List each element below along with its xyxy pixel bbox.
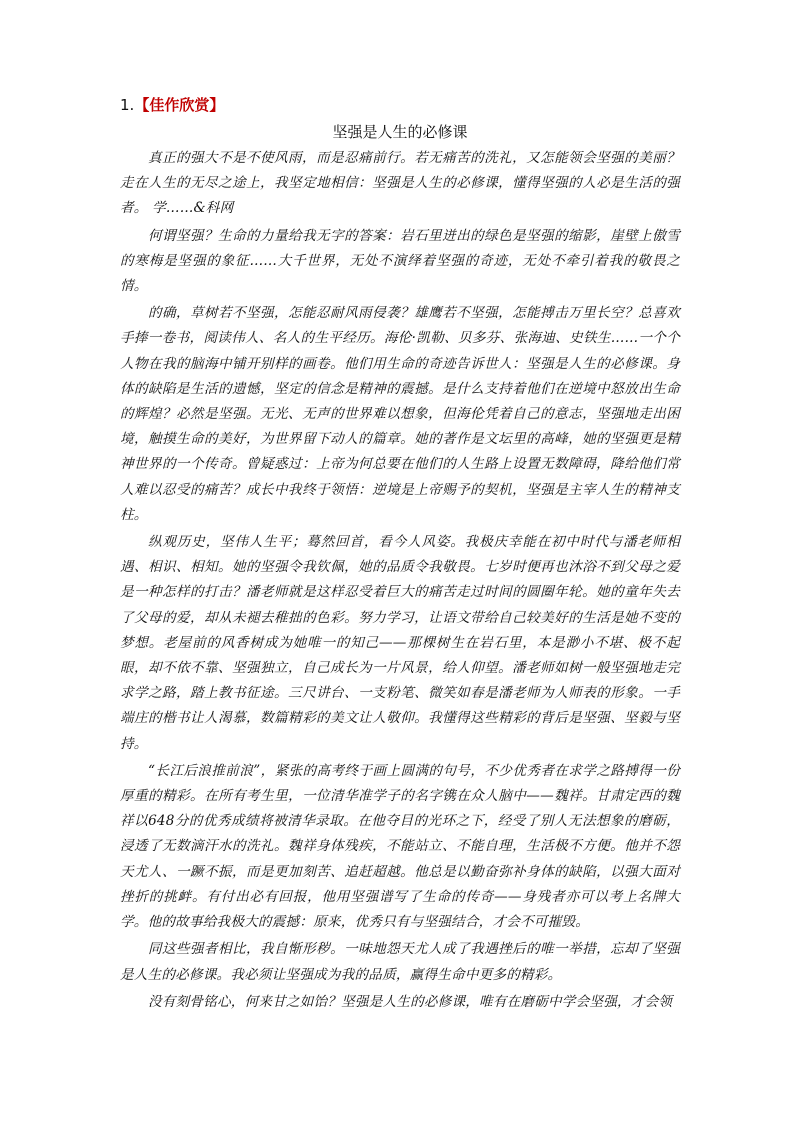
essay-paragraph: “长江后浪推前浪”，紧张的高考终于画上圆满的句号，不少优秀者在求学之路搏得一份厚重的精彩。在所有考生里，一位清华准学子的名字镌在众人脑中——魏祥。甘肃定西的魏祥以648分的优秀成绩将被清华录取。在他夺目的光环之下，经受了别人无法想象的磨砺，浸透了无数滴汗水的洗礼。魏祥身体残疾，不能站立、不能自理，生活极不方便。他并不怨天尤人、一蹶不振，而是更加刻苦、追赶超越。他总是以勤奋弥补身体的缺陷，以强大面对挫折的挑衅。有付出必有回报，他用坚强谱写了生命的传奇——身残者亦可以考上名牌大学。他的故事给我极大的震撼：原来，优秀只有与坚强结合，才会不可摧毁。 (120, 762, 680, 931)
essay-body (120, 146, 680, 1015)
essay-paragraph: 同这些强者相比，我自惭形秽。一味地怨天尤人成了我遇挫后的唯一举措，忘却了坚强是人生的必修课。我必须让坚强成为我的品质，赢得生命中更多的精彩。 (120, 941, 680, 983)
essay-paragraph: 纵观历史，坚伟人生平；蓦然回首，看今人风姿。我极庆幸能在初中时代与潘老师相遇、相识、相知。她的坚强令我钦佩，她的品质令我敬畏。七岁时便再也沐浴不到父母之爱是一种怎样的打击？潘老师就是这样忍受着巨大的痛苦走过时间的圆圈年轮。她的童年失去了父母的爱，却从未褪去稚拙的色彩。努力学习，让语文带给自己较美好的生活是她不变的梦想。老屋前的风香树成为她唯一的知己——那棵树生在岩石里，本是渺小不堪、极不起眼，却不依不靠、坚强独立，自己成长为一片风景，给人仰望。潘老师如树一般坚强地走完求学之路，踏上教书征途。三尺讲台、一支粉笔、微笑如春是潘老师为人师表的形象。一手端庄的楷书让人渴慕，数篇精彩的美文让人敬仰。我懂得这些精彩的背后是坚强、坚毅与坚持。 (120, 534, 680, 752)
document-content (120, 94, 680, 1015)
essay-paragraph: 的确，草树若不坚强，怎能忍耐风雨侵袭？雄鹰若不坚强，怎能搏击万里长空？总喜欢手捧一卷书，阅读伟人、名人的生平经历。海伦·凯勒、贝多芬、张海迪、史铁生……一个个人物在我的脑海中铺开别样的画卷。他们用生命的奇迹告诉世人：坚强是人生的必修课。身体的缺陷是生活的遗憾，坚定的信念是精神的震撼。是什么支持着他们在逆境中怒放出生命的辉煌？必然是坚强。无光、无声的世界难以想象，但海伦凭着自己的意志，坚强地走出困境，触摸生命的美好，为世界留下动人的篇章。她的著作是文坛里的高峰，她的坚强更是精神世界的一个传奇。曾疑惑过：上帝为何总要在他们的人生路上设置无数障碍，降给他们常人难以忍受的痛苦？成长中我终于领悟：逆境是上帝赐予的契机，坚强是主宰人生的精神支柱。 (120, 305, 680, 523)
essay-paragraph: 真正的强大不是不使风雨，而是忍痛前行。若无痛苦的洗礼，又怎能领会坚强的美丽？走在人生的无尽之途上，我坚定地相信：坚强是人生的必修课，懂得坚强的人必是生活的强者。 学……&科网 (120, 150, 680, 217)
essay-paragraph: 何谓坚强？生命的力量给我无字的答案：岩石里迸出的绿色是坚强的缩影，崖壁上傲雪的寒梅是坚强的象征……大千世界，无处不演绎着坚强的奇迹，无处不牵引着我的敬畏之情。 (120, 227, 680, 295)
essay-paragraph: 没有刻骨铭心，何来甘之如饴？坚强是人生的必修课，唯有在磨砺中学会坚强，才会领 (148, 993, 673, 1010)
question-tag: 【佳作欣赏】 (134, 96, 225, 114)
question-number: 1. (120, 96, 135, 114)
essay-title: 坚强是人生的必修课 (332, 123, 468, 141)
question-header (120, 94, 680, 116)
